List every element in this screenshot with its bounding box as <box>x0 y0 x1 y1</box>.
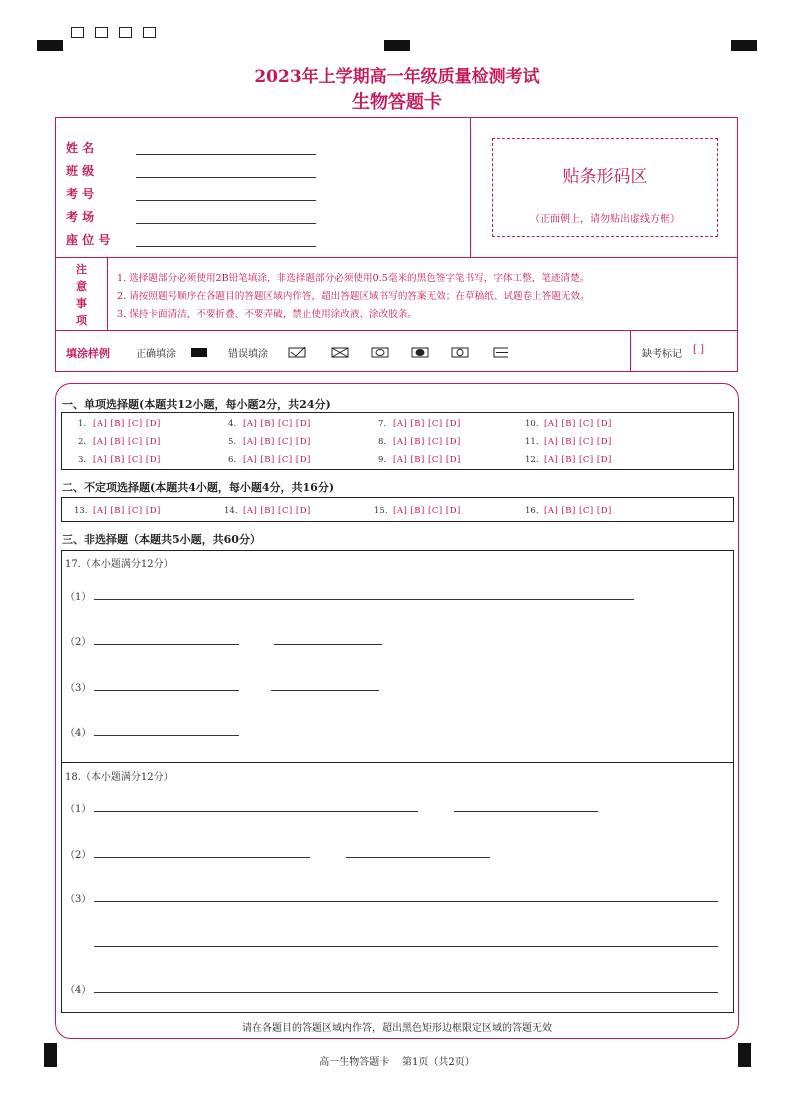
page-footer: 高一生物答题卡 第1页（共2页） <box>319 1057 475 1068</box>
q17-2-line-a[interactable] <box>94 644 239 645</box>
fill-sample-label: 填涂样例 <box>66 347 110 360</box>
q17-q18-divider <box>61 762 734 763</box>
question-number: 10. <box>525 419 539 429</box>
q18-2-line-b[interactable] <box>346 857 490 858</box>
q18-3-line-a[interactable] <box>94 901 718 902</box>
positioning-mark <box>384 40 410 51</box>
divider <box>630 330 631 372</box>
divider <box>55 257 738 258</box>
name-line[interactable] <box>136 154 316 155</box>
choice-options[interactable]: [A] [B] [C] [D] <box>93 419 161 429</box>
question-number: 1. <box>78 419 87 429</box>
choice-options[interactable]: [A] [B] [C] [D] <box>544 437 612 447</box>
choice-options[interactable]: [A] [B] [C] [D] <box>243 437 311 447</box>
choice-options[interactable]: [A] [B] [C] [D] <box>93 455 161 465</box>
barcode-note: （正面朝上，请勿贴出虚线方框） <box>530 214 680 225</box>
notes-label-char: 意 <box>76 280 87 293</box>
q18-part-label: （2） <box>65 850 92 861</box>
wrong-fill-examples <box>288 346 508 360</box>
choice-options[interactable]: [A] [B] [C] [D] <box>544 419 612 429</box>
choice-options[interactable]: [A] [B] [C] [D] <box>243 419 311 429</box>
q17-part-label: （4） <box>65 728 92 739</box>
section1-title: 一、单项选择题(本题共12小题，每小题2分，共24分) <box>62 398 331 411</box>
question-number: 15. <box>374 506 388 516</box>
q18-3-line-b[interactable] <box>94 946 718 947</box>
exam-subtitle: 生物答题卡 <box>352 92 442 113</box>
divider <box>470 117 471 257</box>
corner-box <box>143 27 156 38</box>
q17-2-line-b[interactable] <box>274 644 382 645</box>
choice-options[interactable]: [A] [B] [C] [D] <box>393 437 461 447</box>
barcode-title: 贴条形码区 <box>562 167 648 187</box>
question-number: 4. <box>228 419 237 429</box>
choice-options[interactable]: [A] [B] [C] [D] <box>243 455 311 465</box>
question-number: 14. <box>224 506 238 516</box>
q17-1-line[interactable] <box>94 599 634 600</box>
exam-title: 2023年上学期高一年级质量检测考试 <box>254 67 540 87</box>
class-line[interactable] <box>136 177 316 178</box>
room-line[interactable] <box>136 223 316 224</box>
wrong-fill-label: 错误填涂 <box>228 349 268 360</box>
absent-box[interactable]: [ ] <box>693 344 704 355</box>
out-of-bounds-warning: 请在各题目的答题区域内作答，超出黑色矩形边框限定区域的答题无效 <box>242 1023 552 1034</box>
question-number: 9. <box>378 455 387 465</box>
q17-part-label: （2） <box>65 637 92 648</box>
q18-part-label: （4） <box>65 985 92 996</box>
q18-2-line-a[interactable] <box>94 857 310 858</box>
corner-box <box>95 27 108 38</box>
q18-1-line-a[interactable] <box>94 811 418 812</box>
q17-3-line-b[interactable] <box>271 690 379 691</box>
question-number: 8. <box>378 437 387 447</box>
choice-options[interactable]: [A] [B] [C] [D] <box>544 455 612 465</box>
notes-label-char: 项 <box>76 314 87 327</box>
note-item: 3. 保持卡面清洁，不要折叠、不要弄破，禁止使用涂改液、涂改胶条。 <box>117 309 418 320</box>
field-label-class: 班 级 <box>66 164 95 178</box>
correct-fill-label: 正确填涂 <box>136 349 176 360</box>
absent-label: 缺考标记 <box>642 349 682 360</box>
section3-title: 三、非选择题（本题共5小题，共60分） <box>62 533 261 546</box>
notes-label-char: 注 <box>76 263 87 276</box>
question-number: 11. <box>525 437 539 447</box>
positioning-mark <box>37 40 63 51</box>
question-number: 13. <box>74 506 88 516</box>
divider <box>107 257 108 330</box>
correct-fill-mark <box>191 348 207 357</box>
q18-part-label: （1） <box>65 804 92 815</box>
q17-head: 17.（本小题满分12分） <box>65 559 174 570</box>
question-number: 7. <box>378 419 387 429</box>
field-label-room: 考 场 <box>66 210 95 224</box>
question-number: 3. <box>78 455 87 465</box>
positioning-mark <box>731 40 757 51</box>
choice-options[interactable]: [A] [B] [C] [D] <box>393 506 461 516</box>
q17-3-line-a[interactable] <box>94 690 239 691</box>
notes-label-char: 事 <box>76 297 87 310</box>
seat-line[interactable] <box>136 246 316 247</box>
question-number: 2. <box>78 437 87 447</box>
choice-options[interactable]: [A] [B] [C] [D] <box>93 437 161 447</box>
note-item: 2. 请按照题号顺序在各题目的答题区域内作答，超出答题区域书写的答案无效；在草稿纸、试题卷上答题无效。 <box>117 291 590 302</box>
field-label-seat: 座 位 号 <box>66 233 111 247</box>
corner-box <box>71 27 84 38</box>
q17-part-label: （3） <box>65 683 92 694</box>
q18-1-line-b[interactable] <box>454 811 598 812</box>
question-number: 12. <box>525 455 539 465</box>
exam-no-line[interactable] <box>136 200 316 201</box>
corner-box <box>119 27 132 38</box>
field-label-name: 姓 名 <box>66 141 95 155</box>
choice-options[interactable]: [A] [B] [C] [D] <box>93 506 161 516</box>
question-number: 16. <box>525 506 539 516</box>
field-label-exam-no: 考 号 <box>66 187 95 201</box>
q18-4-line[interactable] <box>94 992 718 993</box>
q17-4-line[interactable] <box>94 735 239 736</box>
q18-head: 18.（本小题满分12分） <box>65 772 174 783</box>
question-number: 5. <box>228 437 237 447</box>
q18-part-label: （3） <box>65 894 92 905</box>
choice-options[interactable]: [A] [B] [C] [D] <box>393 419 461 429</box>
choice-options[interactable]: [A] [B] [C] [D] <box>393 455 461 465</box>
section2-title: 二、不定项选择题(本题共4小题，每小题4分，共16分) <box>62 481 335 494</box>
choice-options[interactable]: [A] [B] [C] [D] <box>243 506 311 516</box>
choice-options[interactable]: [A] [B] [C] [D] <box>544 506 612 516</box>
q17-part-label: （1） <box>65 592 92 603</box>
divider <box>55 330 738 331</box>
note-item: 1. 选择题部分必须使用2B铅笔填涂，非选择题部分必须使用0.5毫米的黑色签字笔书写，字体工整，笔迹清楚。 <box>117 273 590 284</box>
question-number: 6. <box>228 455 237 465</box>
